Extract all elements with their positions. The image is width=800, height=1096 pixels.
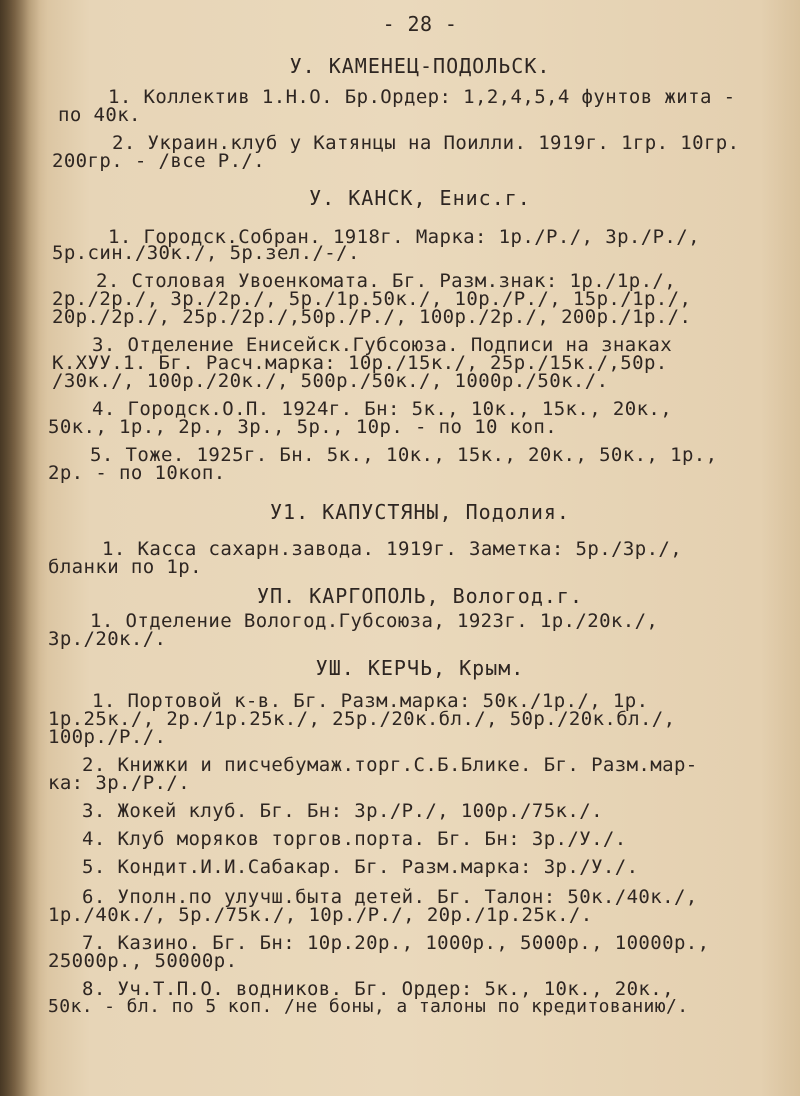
section-heading-kargopol: УП. КАРГОПОЛЬ, Вологод.г. — [256, 584, 584, 608]
entry-line: 1р.25к./, 2р./1р.25к./, 25р./20к.бл./, 50р./20к.бл./, — [48, 708, 676, 730]
entry-line: К.ХУУ.1. Бг. Расч.марка: 10р./15к./, 25р./15к./,50р. — [52, 352, 668, 374]
entry-line: 3р./20к./. — [48, 628, 167, 650]
page-binding-shadow — [0, 0, 40, 1096]
section-heading-kamenets: У. КАМЕНЕЦ-ПОДОЛЬСК. — [289, 54, 551, 78]
section-heading-kapustyany: У1. КАПУСТЯНЫ, Подолия. — [270, 500, 570, 524]
entry-line: по 40к. — [58, 104, 141, 126]
entry-line: 2р. - по 10коп. — [48, 462, 226, 484]
entry-line: 20р./2р./, 25р./2р./,50р./Р./, 100р./2р./, 200р./1р./. — [52, 306, 692, 328]
entry-line: 100р./Р./. — [48, 726, 167, 748]
entry-line: 2. Украин.клуб у Катянцы на Поилли. 1919г. 1гр. 10гр. — [112, 132, 740, 154]
entry-line: 1р./40к./, 5р./75к./, 10р./Р./, 20р./1р.25к./. — [48, 904, 593, 926]
section-heading-kansk: У. КАНСК, Енис.г. — [309, 186, 531, 210]
entry-line: 50к. - бл. по 5 коп. /не боны, а талоны по кредитованию/. — [48, 996, 689, 1017]
entry-line: 3. Жокей клуб. Бг. Бн: 3р./Р./, 100р./75к./. — [82, 800, 603, 822]
entry-line: 200гр. - /все Р./. — [52, 150, 266, 172]
entry-line: 1. Касса сахарн.завода. 1919г. Заметка: 5р./3р./, — [102, 538, 683, 560]
page-number: - 28 - — [382, 12, 458, 36]
entry-line: 2. Столовая Увоенкомата. Бг. Разм.знак: 1р./1р./, — [96, 270, 677, 292]
entry-line: ка: 3р./Р./. — [48, 772, 191, 794]
entry-line: 5р.син./30к./, 5р.зел./-/. — [52, 242, 360, 264]
entry-line: 5. Кондит.И.И.Сабакар. Бг. Разм.марка: 3р./У./. — [82, 856, 639, 878]
entry-line: 1. Отделение Вологод.Губсоюза, 1923г. 1р./20к./, — [90, 610, 659, 632]
entry-line: 1. Городск.Собран. 1918г. Марка: 1р./Р./, 3р./Р./, — [108, 226, 700, 248]
entry-line: 3. Отделение Енисейск.Губсоюза. Подписи на знаках — [92, 334, 673, 356]
entry-line: 1. Коллектив 1.Н.О. Бр.Ордер: 1,2,4,5,4 фунтов жита - — [108, 86, 736, 108]
entry-line: /30к./, 100р./20к./, 500р./50к./, 1000р./50к./. — [52, 370, 609, 392]
entry-line: 5. Тоже. 1925г. Бн. 5к., 10к., 15к., 20к., 50к., 1р., — [90, 444, 718, 466]
entry-line: 2. Книжки и писчебумаж.торг.С.Б.Блике. Бг. Разм.мар- — [82, 754, 698, 776]
entry-line: бланки по 1р. — [48, 556, 202, 578]
entry-line: 7. Казино. Бг. Бн: 10р.20р., 1000р., 5000р., 10000р., — [82, 932, 710, 954]
entry-line: 8. Уч.Т.П.О. водников. Бг. Ордер: 5к., 10к., 20к., — [82, 978, 674, 1000]
section-heading-kerch: УШ. КЕРЧЬ, Крым. — [315, 656, 525, 680]
entry-line: 6. Уполн.по улучш.быта детей. Бг. Талон: 50к./40к./, — [82, 886, 698, 908]
entry-line: 50к., 1р., 2р., 3р., 5р., 10р. - по 10 коп. — [48, 416, 558, 438]
entry-line: 1. Портовой к-в. Бг. Разм.марка: 50к./1р./, 1р. — [92, 690, 649, 712]
entry-line: 4. Городск.О.П. 1924г. Бн: 5к., 10к., 15к., 20к., — [92, 398, 673, 420]
entry-line: 4. Клуб моряков торгов.порта. Бг. Бн: 3р./У./. — [82, 828, 627, 850]
entry-line: 25000р., 50000р. — [48, 950, 238, 972]
entry-line: 2р./2р./, 3р./2р./, 5р./1р.50к./, 10р./Р./, 15р./1р./, — [52, 288, 692, 310]
